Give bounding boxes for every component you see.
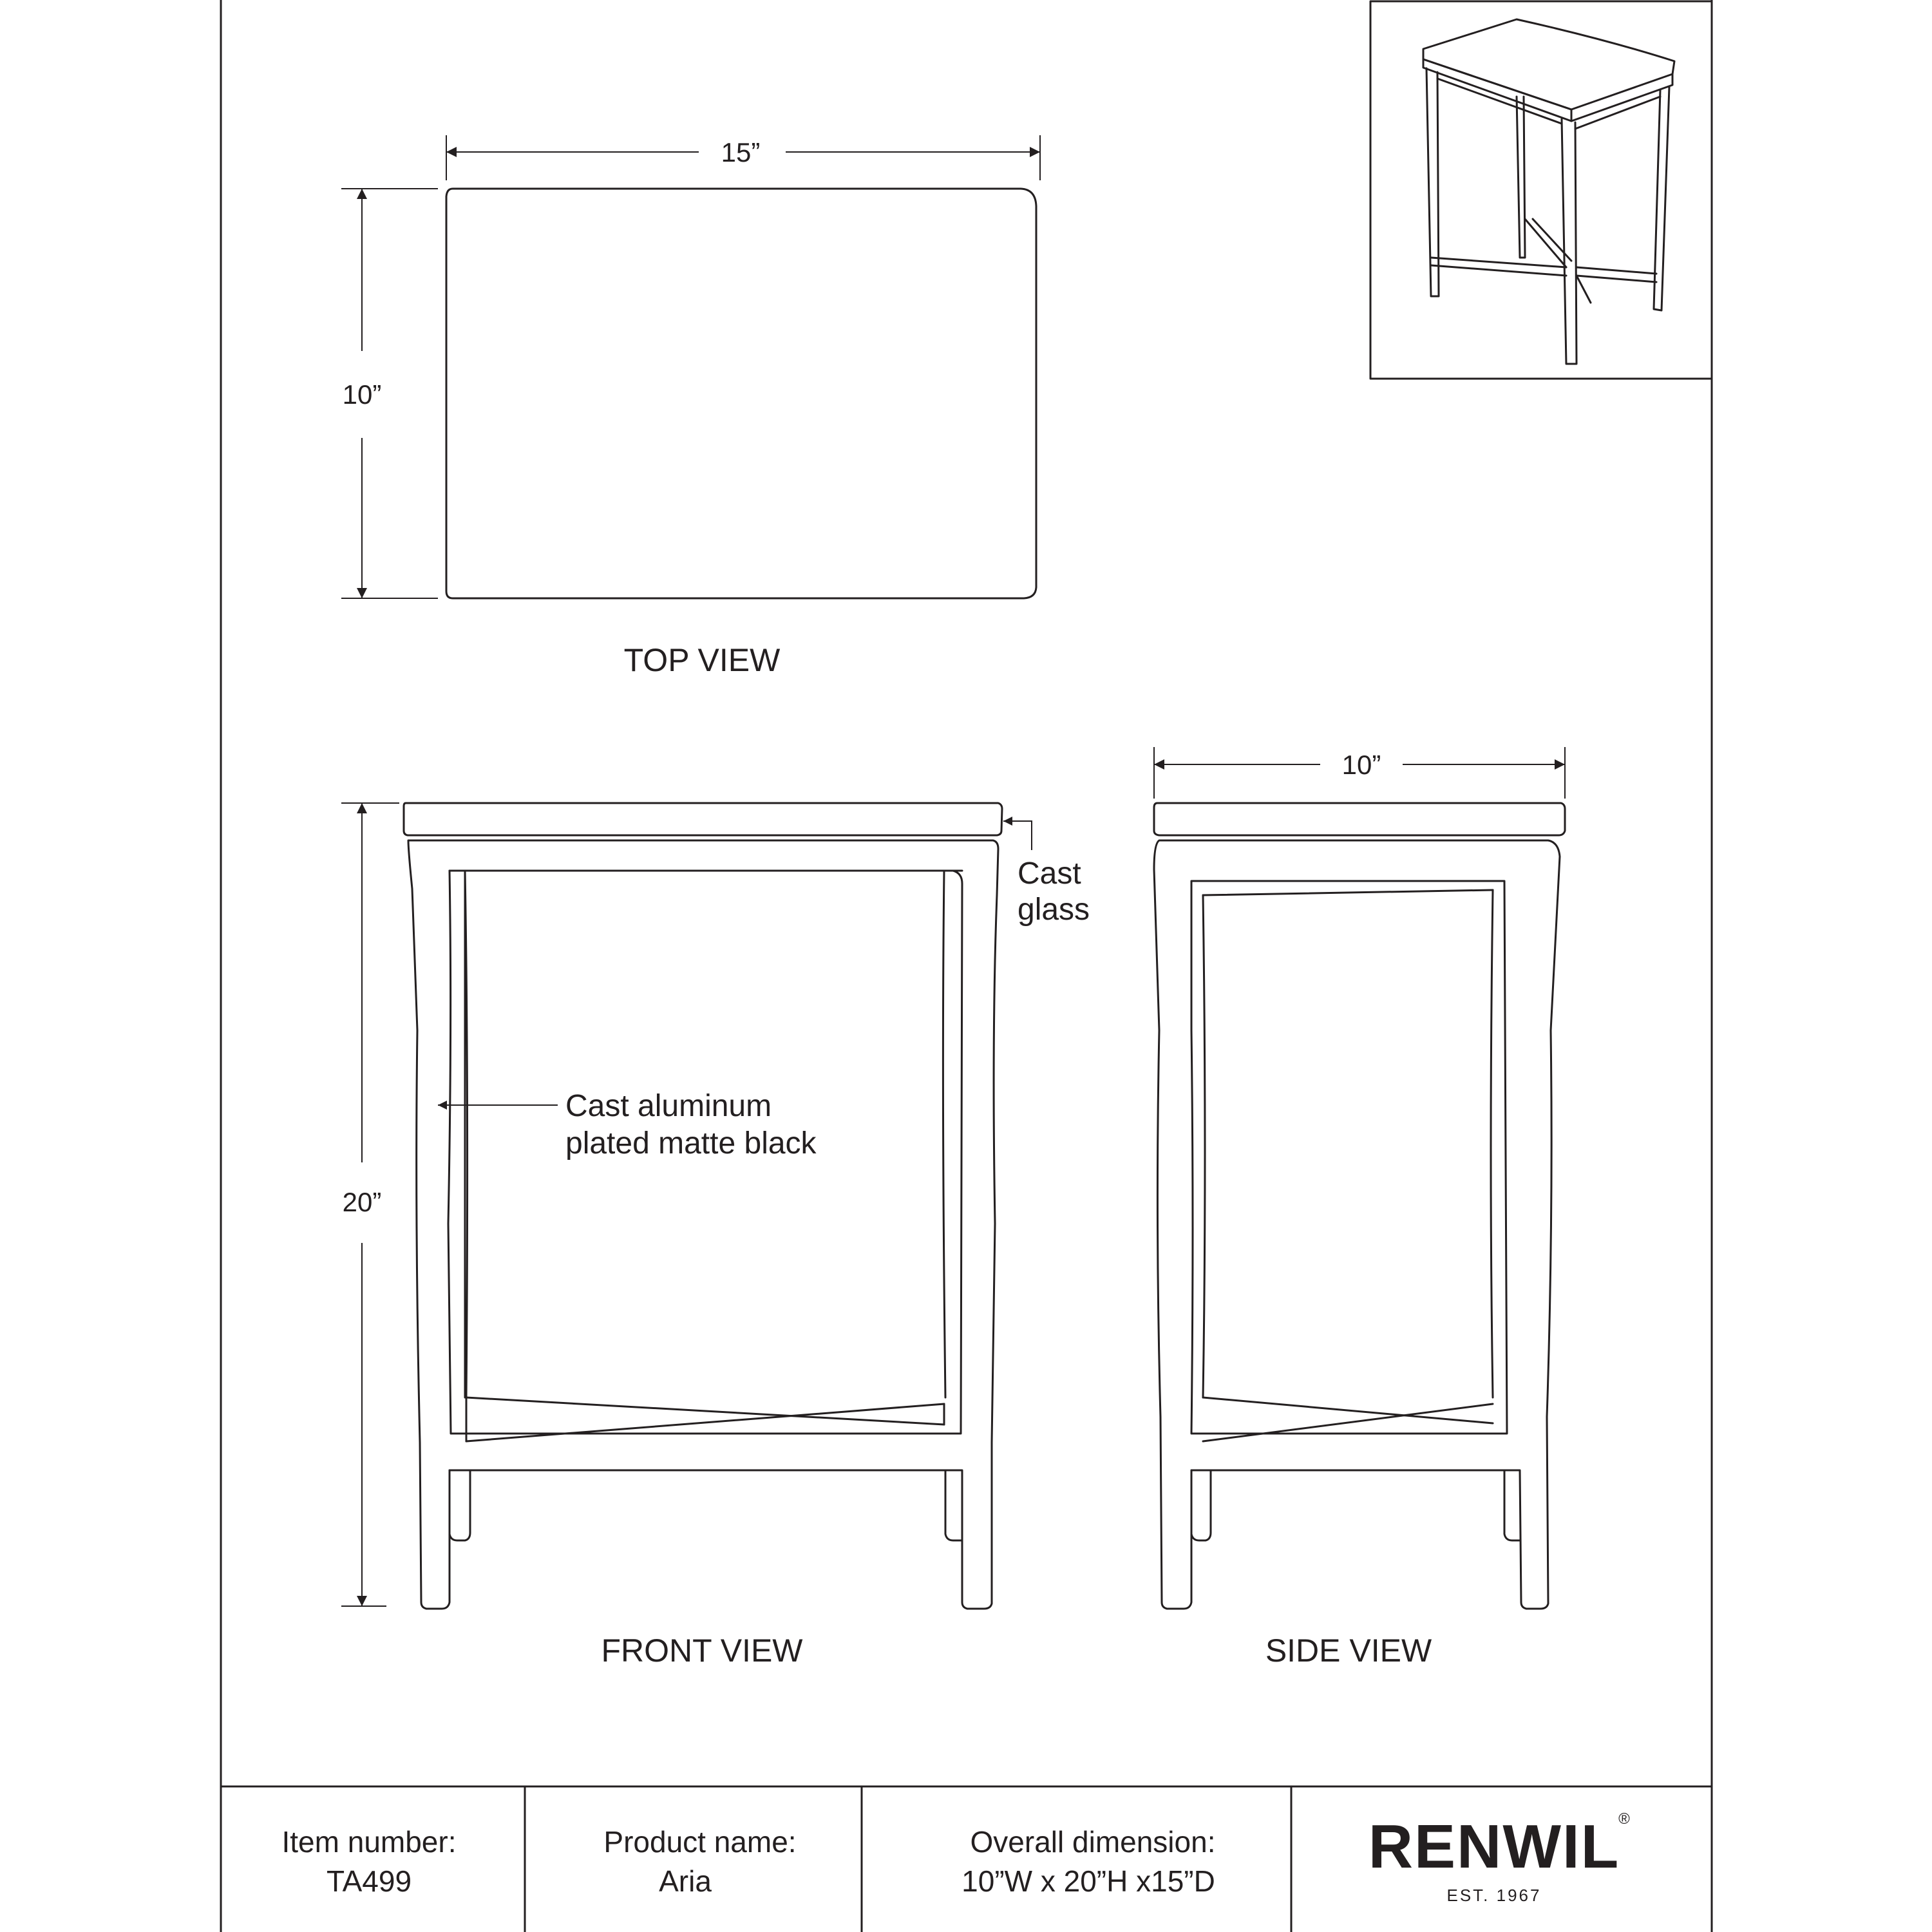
svg-text:Cast: Cast (1018, 857, 1081, 891)
renwil-logo (1368, 1810, 1630, 1905)
top-view (341, 135, 1040, 678)
side-view-title: SIDE VIEW (1265, 1633, 1432, 1669)
top-depth-dim: 10” (342, 379, 382, 410)
top-view-title: TOP VIEW (623, 642, 781, 678)
svg-text:plated matte black: plated matte black (565, 1126, 817, 1160)
glass-callout (1003, 821, 1090, 927)
side-outer-frame (1154, 840, 1560, 1609)
front-view-title: FRONT VIEW (601, 1633, 803, 1669)
side-glass-top (1154, 803, 1565, 835)
overall-dimension-label: Overall dimension: (970, 1825, 1216, 1859)
top-width-dim: 15” (721, 137, 761, 167)
front-outer-frame (408, 840, 998, 1609)
overall-dimension-value: 10”W x 20”H x15”D (961, 1864, 1215, 1898)
item-number-label: Item number: (281, 1825, 457, 1859)
tabletop-outline (446, 189, 1036, 598)
svg-text:RENWIL: RENWIL (1368, 1812, 1620, 1881)
side-width-dim: 10” (1341, 750, 1381, 780)
svg-text:®: ® (1618, 1810, 1630, 1828)
svg-text:Cast aluminum: Cast aluminum (565, 1089, 772, 1123)
front-glass-top (404, 803, 1002, 835)
product-name-value: Aria (659, 1864, 712, 1898)
sheet-border (221, 0, 1712, 1932)
product-name-label: Product name: (603, 1825, 797, 1859)
svg-text:EST. 1967: EST. 1967 (1446, 1886, 1542, 1905)
title-block (221, 1786, 1712, 1932)
frame-callout (438, 1089, 817, 1160)
side-view (1154, 747, 1565, 1669)
svg-text:glass: glass (1018, 893, 1090, 927)
front-view (341, 803, 1002, 1669)
item-number-value: TA499 (326, 1864, 412, 1898)
isometric-thumbnail (1370, 1, 1712, 379)
front-height-dim: 20” (342, 1187, 382, 1217)
